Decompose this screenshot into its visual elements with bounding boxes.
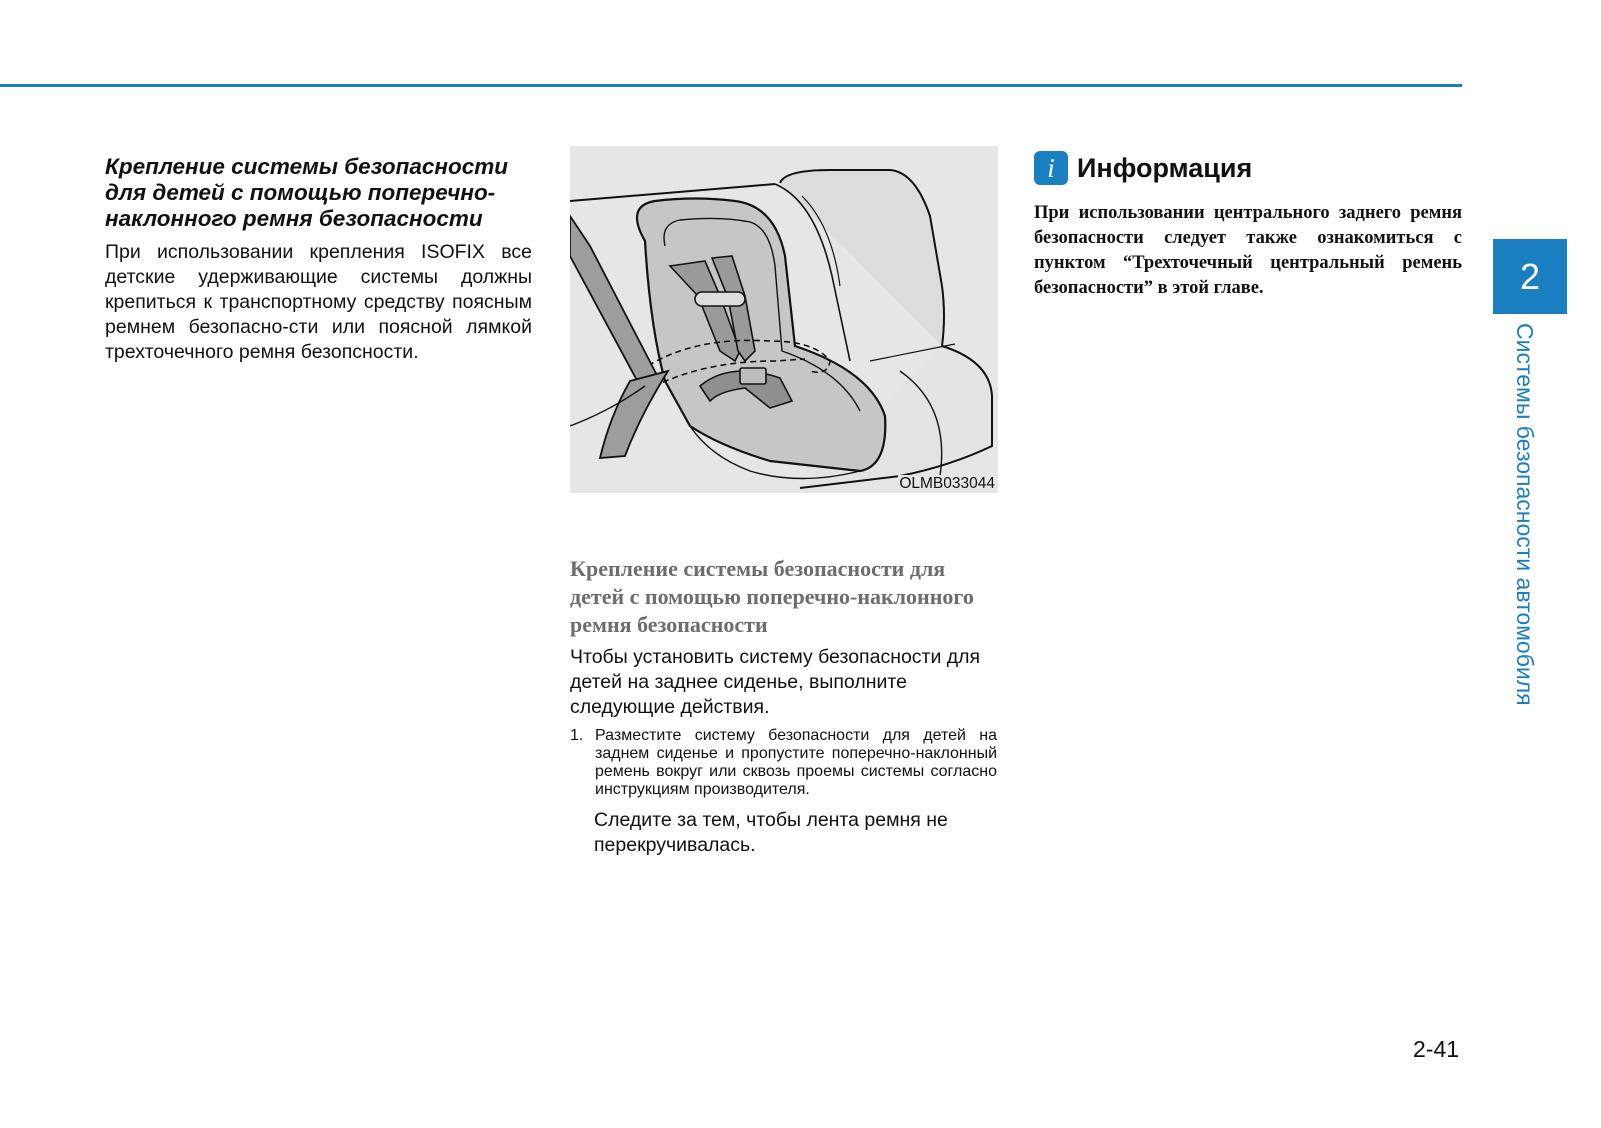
chapter-tab: 2 (1493, 239, 1567, 314)
step-number: 1. (570, 727, 584, 744)
section-heading: Крепление системы безопасности для детей с помощью поперечно-наклонного ремня безопасности (105, 154, 508, 231)
info-box (1034, 151, 1462, 301)
top-rule (0, 84, 1462, 87)
figure-code: OLMB033044 (899, 475, 995, 492)
step-text: Разместите систему безопасности для детей на заднем сиденье и пропустите поперечно-наклонный ремень вокруг или сквозь проемы системы согласно инструкциям производителя. (595, 727, 997, 798)
child-seat-illustration (570, 146, 998, 493)
info-text: При использовании центрального заднего ремня безопасности следует также ознакомиться с пунктом “Трехточечный центральный ремень безопасности” в этой главе. (1034, 203, 1462, 298)
chapter-title: Системы безопасности автомобиля (1512, 323, 1538, 706)
step-item (570, 727, 997, 799)
subsection-heading: Крепление системы безопасности для детей с помощью поперечно-наклонного ремня безопасности (570, 556, 974, 637)
page-number: 2-41 (1413, 1036, 1460, 1062)
left-column (105, 154, 532, 365)
info-title: Информация (1077, 152, 1253, 183)
info-icon: i (1034, 151, 1068, 185)
info-header (1034, 151, 1462, 185)
section-body: При использовании крепления ISOFIX все детские удерживающие системы должны крепиться к транспортному средству поясным ремнем безопасно-сти или поясной лямкой трехточечного ремня безопсности. (105, 241, 532, 363)
child-seat-figure (570, 146, 998, 493)
center-column (570, 555, 997, 858)
subsection-intro: Чтобы установить систему безопасности для детей на заднее сиденье, выполните следующие действия. (570, 646, 981, 718)
step-note: Следите за тем, чтобы лента ремня не перекручивалась. (594, 809, 948, 856)
